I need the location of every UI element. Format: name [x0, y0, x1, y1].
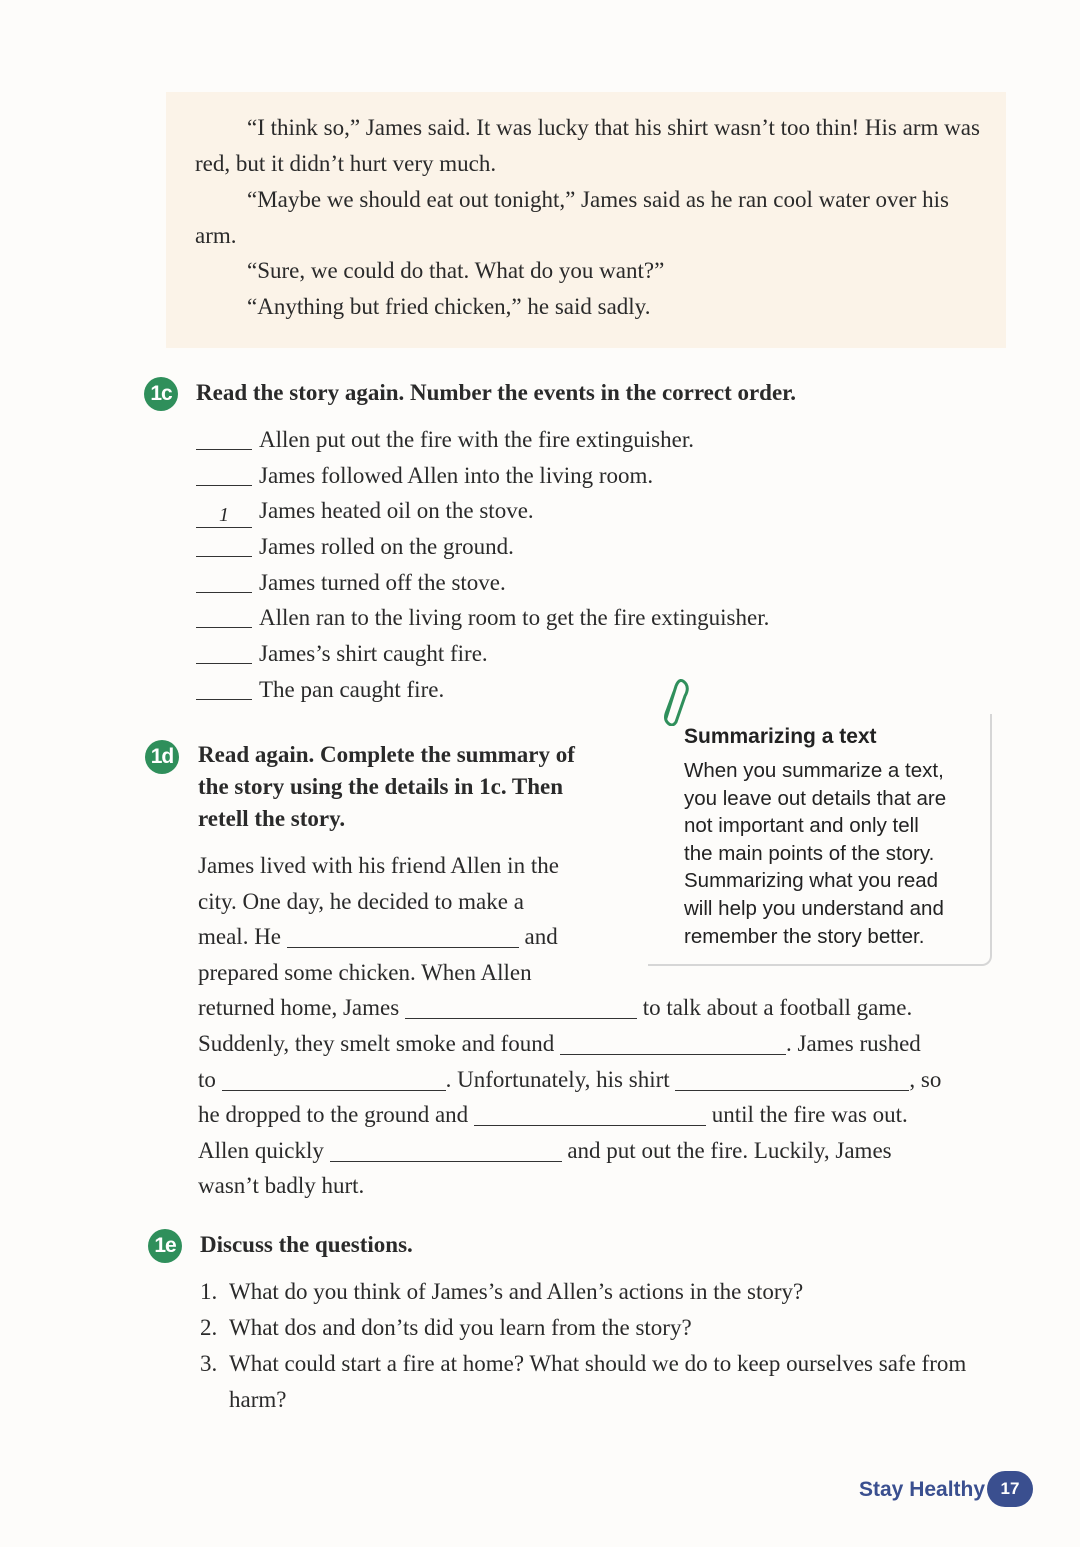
- page-number: 17: [987, 1471, 1033, 1507]
- event-item: The pan caught fire.: [196, 672, 769, 708]
- task-1c-title: Read the story again. Number the events in the correct order.: [196, 380, 797, 405]
- answer-blank[interactable]: [196, 675, 252, 700]
- task-1d-title: Read again. Complete the summary of the story using the details in 1c. Then retell the story.: [198, 742, 575, 831]
- summary-blank[interactable]: [474, 1103, 706, 1126]
- event-item: James followed Allen into the living room.: [196, 458, 769, 494]
- event-item: Allen ran to the living room to get the fire extinguisher.: [196, 600, 769, 636]
- task-badge-1c: 1c: [144, 377, 178, 411]
- question-item: 2. What dos and don’ts did you learn from the story?: [200, 1315, 692, 1340]
- task-badge-1d: 1d: [145, 740, 179, 774]
- answer-blank[interactable]: [196, 425, 252, 450]
- answer-blank[interactable]: [196, 639, 252, 664]
- summary-blank[interactable]: [405, 996, 637, 1019]
- summary-blank[interactable]: [675, 1068, 909, 1091]
- story-paragraph: “Maybe we should eat out tonight,” James said as he ran cool water over his arm.: [195, 187, 949, 248]
- event-list: [196, 422, 769, 708]
- summary-blank[interactable]: [330, 1139, 562, 1162]
- story-paragraph: “Anything but fried chicken,” he said sadly.: [247, 294, 651, 319]
- summary-blank[interactable]: [287, 925, 519, 948]
- event-item: 1 James heated oil on the stove.: [196, 493, 769, 529]
- task-1e-title: Discuss the questions.: [200, 1232, 413, 1257]
- summary-text: James lived with his friend Allen in the city. One day, he decided to make a meal. He and prepared some chicken. When Allen returned home, James to talk about a football game. Suddenly, they smelt smoke and found . James rushed to . Unfortunately, his shirt , so he dropped to the ground and until the fire was out. Allen quickly and put out the fire. Luckily, James wasn’t badly hurt.: [198, 853, 942, 1199]
- question-item: 1. What do you think of James’s and Allen’s actions in the story?: [200, 1279, 804, 1304]
- tip-body: When you summarize a text, you leave out details that are not important and only tell the main points of the story. Summarizing what you read will help you understand and remember the story better.: [684, 759, 947, 948]
- event-item: James rolled on the ground.: [196, 529, 769, 565]
- answer-blank[interactable]: 1: [196, 503, 252, 528]
- event-item: James turned off the stove.: [196, 565, 769, 601]
- story-paragraph: “I think so,” James said. It was lucky that his shirt wasn’t too thin! His arm was red, but it didn’t hurt very much.: [195, 115, 980, 176]
- answer-blank[interactable]: [196, 603, 252, 628]
- answer-blank[interactable]: [196, 532, 252, 557]
- story-paragraph: “Sure, we could do that. What do you want?”: [247, 258, 665, 283]
- answer-blank[interactable]: [196, 568, 252, 593]
- summary-blank[interactable]: [222, 1068, 446, 1091]
- answer-blank[interactable]: [196, 461, 252, 486]
- question-list: [200, 1274, 999, 1418]
- summary-blank[interactable]: [560, 1032, 786, 1055]
- task-badge-1e: 1e: [148, 1229, 182, 1263]
- event-item: Allen put out the fire with the fire extinguisher.: [196, 422, 769, 458]
- question-item: 3. What could start a fire at home? What should we do to keep ourselves safe from harm?: [200, 1351, 967, 1412]
- event-item: James’s shirt caught fire.: [196, 636, 769, 672]
- tip-title: Summarizing a text: [684, 725, 877, 748]
- section-label: Stay Healthy: [859, 1478, 986, 1501]
